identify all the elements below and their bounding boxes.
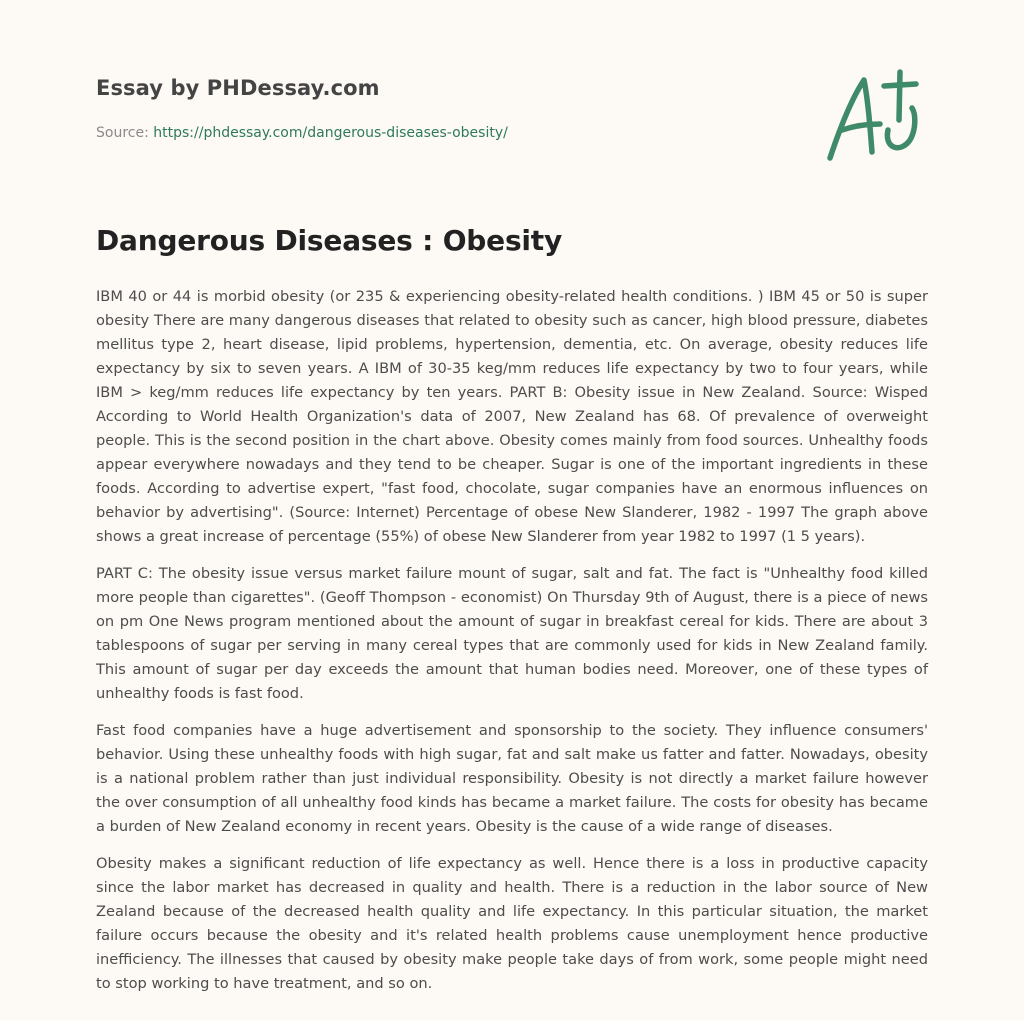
essay-title: Dangerous Diseases : Obesity	[96, 224, 563, 257]
essay-paragraph: Fast food companies have a huge advertisement and sponsorship to the society. They influence consumers' behavior. Using these unhealthy foods with high sugar, fat and salt make us fatter and fatter. Nowadays, obesity is a national problem rather than just individual responsibility. Obesity is not directly a market failure however the over consumption of all unhealthy food kinds has became a market failure. The costs for obesity has became a burden of New Zealand economy in recent years. Obesity is the cause of a wide range of diseases.	[96, 722, 928, 835]
site-brand: Essay by PHDessay.com	[96, 76, 380, 100]
essay-body	[96, 285, 928, 1009]
source-line	[96, 125, 508, 141]
essay-paragraph: PART C: The obesity issue versus market failure mount of sugar, salt and fat. The fact is "Unhealthy food killed more people than cigarettes". (Geoff Thompson - economist) On Thursday 9th of August, there is a piece of news on pm One News program mentioned about the amount of sugar in breakfast cereal for kids. There are about 3 tablespoons of sugar per serving in many cereal types that are commonly used for kids in New Zealand family. This amount of sugar per day exceeds the amount that human bodies need. Moreover, one of these types of unhealthy foods is fast food.	[96, 565, 928, 702]
source-label: Source:	[96, 125, 154, 141]
source-link[interactable]: https://phdessay.com/dangerous-diseases-obesity/	[153, 125, 508, 141]
essay-paragraph: IBM 40 or 44 is morbid obesity (or 235 & experiencing obesity-related health conditions. ) IBM 45 or 50 is super obesity There are many dangerous diseases that related to obesity such as cancer, high blood pressure, diabetes mellitus type 2, heart disease, lipid problems, hypertension, dementia, etc. On average, obesity reduces life expectancy by six to seven years. A IBM of 30-35 keg/mm reduces life expectancy by two to four years, while IBM > keg/mm reduces life expectancy by ten years. PART B: Obesity issue in New Zealand. Source: Wisped According to World Health Organization's data of 2007, New Zealand has 68. Of prevalence of overweight people. This is the second position in the chart above. Obesity comes mainly from food sources. Unhealthy foods appear everywhere nowadays and they tend to be cheaper. Sugar is one of the important ingredients in these foods. According to advertise expert, "fast food, chocolate, sugar companies have an enormous influences on behavior by advertising". (Source: Internet) Percentage of obese New Slanderer, 1982 - 1997 The graph above shows a great increase of percentage (55%) of obese New Slanderer from year 1982 to 1997 (1 5 years).	[96, 288, 928, 545]
a-plus-logo-icon	[826, 68, 926, 164]
essay-paragraph: Obesity makes a significant reduction of life expectancy as well. Hence there is a loss in productive capacity since the labor market has decreased in quality and health. There is a reduction in the labor source of New Zealand because of the decreased health quality and life expectancy. In this particular situation, the market failure occurs because the obesity and it's related health problems cause unemployment hence productive inefficiency. The illnesses that caused by obesity make people take days of from work, some people might need to stop working to have treatment, and so on.	[96, 855, 928, 992]
